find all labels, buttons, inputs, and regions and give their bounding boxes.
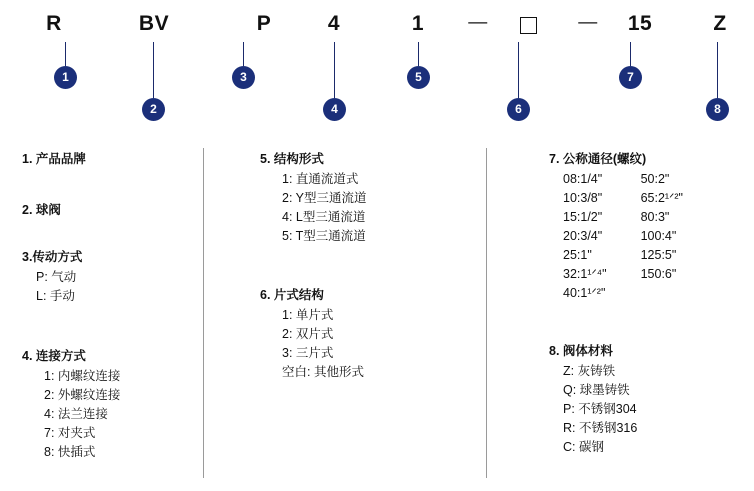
nominal-diameter-columns	[549, 170, 683, 303]
legend-option-list	[260, 306, 364, 382]
legend-block-number: 5	[260, 152, 267, 166]
nominal-diameter-option: 40:1¹ᐟ²"	[563, 286, 606, 300]
legend-block-nominal-diameter	[549, 152, 683, 303]
badge-leader-line	[65, 42, 66, 66]
badge-7: 7	[619, 66, 642, 89]
legend-block-number: 4	[22, 349, 29, 363]
legend-option: 2: Y型三通流道	[282, 191, 367, 205]
nominal-diameter-option: 80:3"	[640, 210, 670, 224]
legend-block-label: .传动方式	[28, 250, 83, 264]
vertical-divider	[486, 148, 487, 478]
badge-8: 8	[706, 98, 729, 121]
legend-block-number: 3	[22, 250, 29, 264]
legend-option: 1: 内螺纹连接	[44, 369, 121, 383]
legend-block-label: . 球阀	[28, 203, 61, 217]
nominal-diameter-option: 100:4"	[640, 229, 677, 243]
legend-block-number: 8	[549, 344, 556, 358]
nominal-diameter-option: 15:1/2"	[563, 210, 603, 224]
legend-option: 8: 快插式	[44, 445, 96, 459]
vertical-divider	[203, 148, 204, 478]
code-char-placeholder-box	[520, 17, 537, 34]
legend-block-drive-type	[22, 250, 82, 306]
badge-5: 5	[407, 66, 430, 89]
legend-option: 1: 单片式	[282, 308, 334, 322]
legend-option: 7: 对夹式	[44, 426, 96, 440]
model-code-row	[0, 0, 754, 46]
legend-option: 3: 三片式	[282, 346, 334, 360]
legend-block-title	[549, 344, 637, 359]
legend-block-connection-type	[22, 349, 120, 462]
legend-option-list	[22, 367, 120, 462]
nominal-diameter-option: 32:1¹ᐟ⁴"	[563, 267, 607, 281]
code-char: —	[468, 12, 488, 33]
code-char: P	[256, 12, 272, 35]
legend-option: Z: 灰铸铁	[563, 364, 616, 378]
badge-leader-line	[518, 42, 519, 98]
legend-block-ball-valve	[22, 203, 61, 218]
legend-block-title	[260, 288, 364, 303]
legend-option: 2: 外螺纹连接	[44, 388, 121, 402]
legend-block-piece-structure	[260, 288, 364, 382]
legend-option-list	[22, 268, 82, 306]
legend-block-brand	[22, 152, 86, 167]
nominal-diameter-option: 150:6"	[640, 267, 677, 281]
badge-leader-line	[334, 42, 335, 98]
legend-block-number: 6	[260, 288, 267, 302]
legend-block-label: . 产品品牌	[28, 152, 86, 166]
legend-block-number: 2	[22, 203, 29, 217]
code-char: BV	[138, 12, 170, 35]
legend-option: 5: T型三通流道	[282, 229, 366, 243]
legend-option: P: 气动	[36, 270, 77, 284]
nominal-diameter-option: 50:2"	[640, 172, 670, 186]
legend-option: P: 不锈钢304	[563, 402, 637, 416]
nominal-diameter-option: 10:3/8"	[563, 191, 603, 205]
nominal-diameter-option: 65:2¹ᐟ²"	[640, 191, 683, 205]
nominal-diameter-column-left	[563, 170, 607, 303]
code-char: —	[578, 12, 598, 33]
nominal-diameter-option: 20:3/4"	[563, 229, 603, 243]
badge-6: 6	[507, 98, 530, 121]
legend-block-title	[22, 250, 82, 265]
nominal-diameter-column-right	[641, 170, 683, 303]
legend-block-label: . 阀体材料	[555, 344, 613, 358]
legend-block-title	[22, 152, 86, 167]
legend-option: 空白: 其他形式	[282, 365, 364, 379]
legend-option: 4: L型三通流道	[282, 210, 366, 224]
badge-leader-line	[717, 42, 718, 98]
badge-leader-line	[243, 42, 244, 66]
legend-option: L: 手动	[36, 289, 75, 303]
badge-leader-line	[418, 42, 419, 66]
badge-leader-line	[153, 42, 154, 98]
legend-option: Q: 球墨铸铁	[563, 383, 630, 397]
legend-block-label: . 结构形式	[266, 152, 324, 166]
legend-block-title	[22, 203, 61, 218]
legend-option: R: 不锈钢316	[563, 421, 638, 435]
badge-1: 1	[54, 66, 77, 89]
legend-block-title	[549, 152, 683, 167]
legend-block-structure-form	[260, 152, 367, 246]
legend-option: 4: 法兰连接	[44, 407, 108, 421]
code-char: 1	[411, 12, 425, 35]
nominal-diameter-option: 25:1"	[563, 248, 592, 262]
legend-block-number: 1	[22, 152, 29, 166]
legend-option: C: 碳钢	[563, 440, 604, 454]
nominal-diameter-option: 125:5"	[640, 248, 677, 262]
badge-3: 3	[232, 66, 255, 89]
legend-block-body-material	[549, 344, 637, 457]
badge-leader-line	[630, 42, 631, 66]
code-char: Z	[713, 12, 727, 35]
code-char: 4	[327, 12, 341, 35]
legend-option: 1: 直通流道式	[282, 172, 359, 186]
code-char: R	[46, 12, 62, 35]
legend-option: 2: 双片式	[282, 327, 334, 341]
legend-block-label: . 连接方式	[28, 349, 86, 363]
code-char: 15	[627, 12, 653, 35]
legend-block-title	[22, 349, 120, 364]
badge-4: 4	[323, 98, 346, 121]
legend-option-list	[549, 362, 637, 457]
legend-block-title	[260, 152, 367, 167]
nominal-diameter-option: 08:1/4"	[563, 172, 603, 186]
badge-2: 2	[142, 98, 165, 121]
legend-block-label: . 片式结构	[266, 288, 324, 302]
legend-block-label: . 公称通径(螺纹)	[555, 152, 647, 166]
legend-block-number: 7	[549, 152, 556, 166]
legend-option-list	[260, 170, 367, 246]
